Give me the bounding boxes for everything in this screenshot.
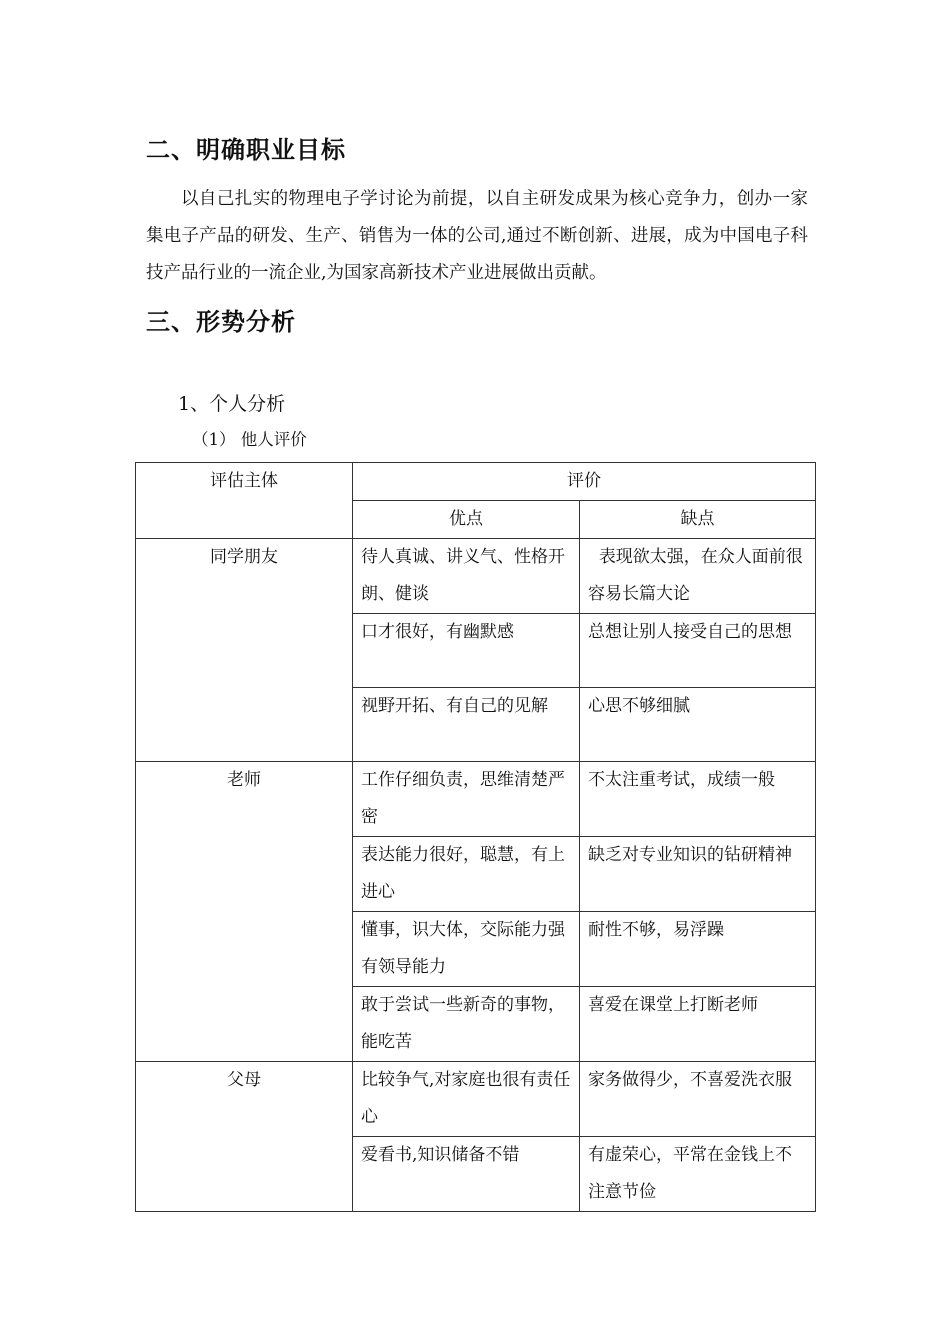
pro-cell: 比较争气,对家庭也很有责任心 [353, 1062, 580, 1137]
con-cell: 有虚荣心，平常在金钱上不注意节俭 [580, 1137, 816, 1212]
pro-cell: 视野开拓、有自己的见解 [353, 688, 580, 762]
con-cell: 总想让别人接受自己的思想 [580, 614, 816, 688]
con-cell: 心思不够细腻 [580, 688, 816, 762]
evaluation-table [135, 462, 816, 1212]
con-cell: 缺乏对专业知识的钻研精神 [580, 837, 816, 912]
table-row [136, 762, 816, 837]
subheading-personal-analysis: 1、个人分析 [178, 393, 286, 415]
section-heading-career-goal: 二、明确职业目标 [146, 136, 346, 164]
header-cons: 缺点 [580, 501, 816, 539]
con-cell: 表现欲太强，在众人面前很容易长篇大论 [580, 539, 816, 614]
subject-classmates: 同学朋友 [136, 539, 353, 762]
header-evaluation: 评价 [353, 463, 816, 501]
pro-cell: 工作仔细负责，思维清楚严密 [353, 762, 580, 837]
section-heading-situation-analysis: 三、形势分析 [146, 308, 296, 336]
table-row [136, 1062, 816, 1137]
pro-cell: 敢于尝试一些新奇的事物，能吃苦 [353, 987, 580, 1062]
pro-cell: 爱看书,知识储备不错 [353, 1137, 580, 1212]
header-subject: 评估主体 [136, 463, 353, 539]
pro-cell: 待人真诚、讲义气、性格开朗、健谈 [353, 539, 580, 614]
pro-cell: 口才很好，有幽默感 [353, 614, 580, 688]
con-cell: 喜爱在课堂上打断老师 [580, 987, 816, 1062]
career-goal-paragraph: 以自己扎实的物理电子学讨论为前提，以自主研发成果为核心竞争力，创办一家集电子产品的研发、生产、销售为一体的公司,通过不断创新、进展，成为中国电子科技产品行业的一流企业,为国家高新技术产业进展做出贡献。 [146, 189, 808, 283]
pro-cell: 表达能力很好，聪慧，有上进心 [353, 837, 580, 912]
con-cell: 耐性不够，易浮躁 [580, 912, 816, 987]
subject-teachers: 老师 [136, 762, 353, 1062]
subheading-others-evaluation: （1） 他人评价 [192, 430, 307, 449]
table-row [136, 539, 816, 614]
header-pros: 优点 [353, 501, 580, 539]
con-cell: 家务做得少，不喜爱洗衣服 [580, 1062, 816, 1137]
subject-parents: 父母 [136, 1062, 353, 1212]
pro-cell: 懂事，识大体，交际能力强有领导能力 [353, 912, 580, 987]
con-cell: 不太注重考试，成绩一般 [580, 762, 816, 837]
